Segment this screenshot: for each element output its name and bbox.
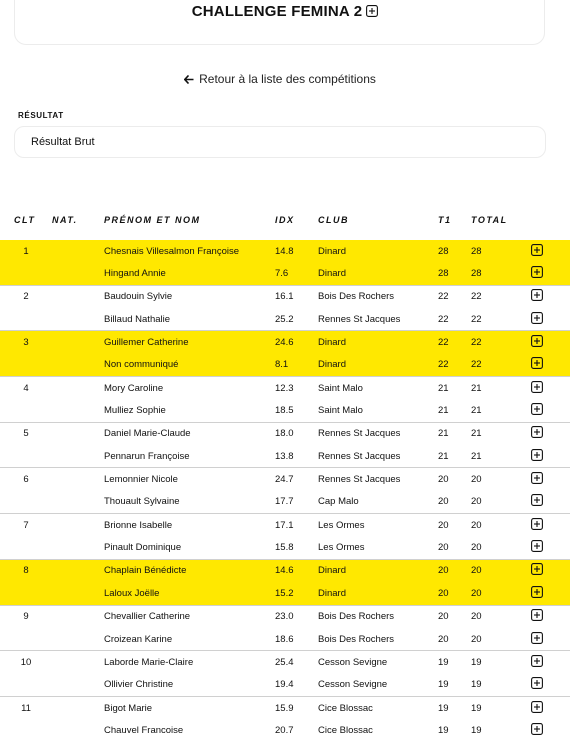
club-cell: Cice Blossac	[318, 724, 373, 736]
club-cell: Cesson Sevigne	[318, 679, 388, 691]
rank-cell: 3	[0, 331, 52, 354]
table-row	[0, 582, 570, 605]
expand-cell	[531, 331, 570, 354]
expand-cell	[531, 354, 570, 377]
total-score-cell: 28	[471, 240, 531, 262]
expand-cell	[531, 674, 570, 697]
back-link-label: Retour à la liste des compétitions	[199, 72, 376, 86]
index-cell: 13.8	[275, 450, 294, 462]
t1-score-cell: 19	[438, 724, 449, 736]
expand-cell	[531, 240, 570, 262]
header-name: PRÉNOM ET NOM	[104, 215, 201, 225]
expand-cell	[531, 696, 570, 719]
club-cell: Rennes St Jacques	[318, 468, 438, 491]
header-total: TOTAL	[471, 215, 508, 225]
expand-cell	[531, 399, 570, 422]
table-row	[0, 491, 570, 514]
nationality-cell	[52, 719, 104, 741]
total-score-cell: 21	[471, 377, 531, 400]
player-name-cell: Laborde Marie-Claire	[104, 651, 275, 674]
header-idx: IDX	[275, 215, 295, 225]
index-cell: 23.0	[275, 605, 318, 628]
total-score-cell: 19	[471, 651, 531, 674]
plus-square-icon[interactable]	[531, 632, 543, 647]
club-cell: Dinard	[318, 331, 438, 354]
rank-cell	[0, 628, 52, 651]
nationality-cell	[52, 422, 104, 445]
plus-square-icon[interactable]	[531, 494, 543, 509]
plus-square-icon[interactable]	[531, 357, 543, 372]
total-score-cell: 19	[471, 679, 482, 691]
expand-cell	[531, 308, 570, 331]
player-name-cell: Mory Caroline	[104, 377, 275, 400]
total-score-cell: 20	[471, 496, 482, 508]
index-cell: 12.3	[275, 377, 318, 400]
t1-score-cell: 28	[438, 240, 471, 262]
expand-cell	[531, 719, 570, 741]
expand-cell	[531, 605, 570, 628]
t1-score-cell: 20	[438, 605, 471, 628]
total-score-cell: 20	[471, 542, 482, 554]
player-name-cell: Non communiqué	[104, 354, 275, 377]
index-cell: 14.6	[275, 559, 318, 582]
total-score-cell: 21	[471, 405, 482, 417]
header-nat: NAT.	[52, 215, 78, 225]
club-cell: Les Ormes	[318, 542, 365, 554]
nationality-cell	[52, 536, 104, 559]
plus-square-icon[interactable]	[531, 723, 543, 738]
rank-cell: 9	[0, 605, 52, 628]
rank-cell	[0, 445, 52, 468]
table-row	[0, 536, 570, 559]
t1-score-cell: 20	[438, 559, 471, 582]
rank-cell	[0, 674, 52, 697]
index-cell: 8.1	[275, 354, 318, 377]
header-clt: CLT	[14, 215, 36, 225]
player-name-cell: Pinault Dominique	[104, 542, 182, 554]
expand-cell	[531, 582, 570, 605]
index-cell: 18.0	[275, 422, 318, 445]
index-cell: 15.2	[275, 582, 318, 605]
index-cell: 17.7	[275, 496, 294, 508]
nationality-cell	[52, 514, 104, 537]
total-score-cell: 20	[471, 514, 531, 537]
total-score-cell: 20	[471, 559, 531, 582]
nationality-cell	[52, 240, 104, 262]
competition-title: CHALLENGE FEMINA 2	[191, 3, 363, 20]
t1-score-cell: 22	[438, 331, 471, 354]
table-row	[0, 651, 570, 674]
club-cell: Saint Malo	[318, 405, 363, 417]
player-name-cell: Hingand Annie	[104, 262, 275, 285]
total-score-cell: 22	[471, 285, 531, 308]
club-cell: Dinard	[318, 559, 438, 582]
player-name-cell: Thouault Sylvaine	[104, 496, 180, 508]
rank-cell: 11	[0, 696, 52, 719]
club-cell: Bois Des Rochers	[318, 285, 438, 308]
rank-cell: 10	[0, 651, 52, 674]
plus-square-icon[interactable]	[531, 426, 543, 441]
index-cell: 18.6	[275, 633, 294, 645]
total-score-cell: 20	[471, 633, 482, 645]
club-cell: Cesson Sevigne	[318, 651, 438, 674]
result-section-label: RÉSULTAT	[18, 111, 64, 120]
rank-cell: 4	[0, 377, 52, 400]
club-cell: Cap Malo	[318, 496, 359, 508]
rank-cell	[0, 582, 52, 605]
total-score-cell: 21	[471, 450, 482, 462]
plus-square-icon[interactable]	[531, 677, 543, 692]
results-table	[0, 208, 570, 742]
club-cell: Dinard	[318, 582, 438, 605]
club-cell: Les Ormes	[318, 514, 438, 537]
plus-square-icon[interactable]	[531, 289, 543, 304]
nationality-cell	[52, 582, 104, 605]
table-row	[0, 377, 570, 400]
plus-square-icon[interactable]	[531, 244, 543, 259]
nationality-cell	[52, 262, 104, 285]
club-cell: Rennes St Jacques	[318, 450, 401, 462]
header-t1: T1	[438, 215, 452, 225]
index-cell: 7.6	[275, 262, 318, 285]
back-to-competitions-link[interactable]	[0, 72, 560, 87]
player-name-cell: Pennarun Françoise	[104, 450, 190, 462]
player-name-cell: Daniel Marie-Claude	[104, 422, 275, 445]
club-cell: Rennes St Jacques	[318, 422, 438, 445]
nationality-cell	[52, 605, 104, 628]
t1-score-cell: 22	[438, 285, 471, 308]
total-score-cell: 22	[471, 354, 531, 377]
t1-score-cell: 20	[438, 542, 449, 554]
rank-cell: 1	[0, 240, 52, 262]
total-score-cell: 20	[471, 468, 531, 491]
table-row	[0, 445, 570, 468]
results-body	[0, 240, 570, 742]
plus-square-icon[interactable]	[531, 472, 543, 487]
table-row	[0, 285, 570, 308]
rank-cell: 2	[0, 285, 52, 308]
plus-square-icon[interactable]	[531, 563, 543, 578]
expand-cell	[531, 514, 570, 537]
nationality-cell	[52, 696, 104, 719]
rank-cell	[0, 399, 52, 422]
index-cell: 25.2	[275, 313, 294, 325]
expand-cell	[531, 559, 570, 582]
header-spacer	[0, 232, 570, 240]
rank-cell	[0, 536, 52, 559]
rank-cell	[0, 354, 52, 377]
nationality-cell	[52, 628, 104, 651]
nationality-cell	[52, 399, 104, 422]
table-header-row	[0, 208, 570, 232]
t1-score-cell: 22	[438, 313, 449, 325]
index-cell: 24.6	[275, 331, 318, 354]
t1-score-cell: 19	[438, 679, 449, 691]
index-cell: 14.8	[275, 240, 318, 262]
nationality-cell	[52, 559, 104, 582]
total-score-cell: 21	[471, 422, 531, 445]
nationality-cell	[52, 285, 104, 308]
plus-square-icon[interactable]	[531, 449, 543, 464]
t1-score-cell: 22	[438, 354, 471, 377]
table-row	[0, 628, 570, 651]
player-name-cell: Chauvel Francoise	[104, 724, 184, 736]
player-name-cell: Chaplain Bénédicte	[104, 559, 275, 582]
player-name-cell: Chevallier Catherine	[104, 605, 275, 628]
rank-cell: 5	[0, 422, 52, 445]
rank-cell	[0, 262, 52, 285]
nationality-cell	[52, 354, 104, 377]
club-cell: Rennes St Jacques	[318, 313, 401, 325]
t1-score-cell: 20	[438, 633, 449, 645]
player-name-cell: Baudouin Sylvie	[104, 285, 275, 308]
expand-cell	[531, 445, 570, 468]
t1-score-cell: 20	[438, 514, 471, 537]
player-name-cell: Lemonnier Nicole	[104, 468, 275, 491]
plus-square-icon[interactable]	[531, 540, 543, 555]
t1-score-cell: 19	[438, 696, 471, 719]
total-score-cell: 28	[471, 262, 531, 285]
club-cell: Dinard	[318, 262, 438, 285]
table-row	[0, 559, 570, 582]
rank-cell: 8	[0, 559, 52, 582]
player-name-cell: Bigot Marie	[104, 696, 275, 719]
nationality-cell	[52, 651, 104, 674]
plus-square-icon[interactable]	[531, 655, 543, 670]
total-score-cell: 20	[471, 605, 531, 628]
table-row	[0, 605, 570, 628]
expand-cell	[531, 536, 570, 559]
table-row	[0, 674, 570, 697]
club-cell: Bois Des Rochers	[318, 633, 395, 645]
player-name-cell: Croizean Karine	[104, 633, 173, 645]
index-cell: 18.5	[275, 405, 294, 417]
player-name-cell: Billaud Nathalie	[104, 313, 171, 325]
expand-cell	[531, 651, 570, 674]
nationality-cell	[52, 331, 104, 354]
index-cell: 20.7	[275, 724, 294, 736]
index-cell: 25.4	[275, 651, 318, 674]
table-row	[0, 354, 570, 377]
index-cell: 15.8	[275, 542, 294, 554]
plus-square-icon[interactable]	[531, 312, 543, 327]
t1-score-cell: 21	[438, 405, 449, 417]
page-title	[0, 3, 570, 21]
plus-square-icon[interactable]	[531, 403, 543, 418]
expand-cell	[531, 285, 570, 308]
expand-cell	[531, 262, 570, 285]
expand-cell	[531, 468, 570, 491]
nationality-cell	[52, 491, 104, 514]
table-row	[0, 399, 570, 422]
rank-cell	[0, 308, 52, 331]
index-cell: 24.7	[275, 468, 318, 491]
club-cell: Cice Blossac	[318, 696, 438, 719]
index-cell: 19.4	[275, 679, 294, 691]
player-name-cell: Mulliez Sophie	[104, 405, 166, 417]
table-row	[0, 719, 570, 741]
result-type-value: Résultat Brut	[31, 136, 95, 148]
table-row	[0, 331, 570, 354]
player-name-cell: Brionne Isabelle	[104, 514, 275, 537]
plus-square-icon[interactable]	[531, 586, 543, 601]
index-cell: 17.1	[275, 514, 318, 537]
plus-square-icon[interactable]	[531, 609, 543, 624]
index-cell: 16.1	[275, 285, 318, 308]
plus-square-icon[interactable]	[531, 266, 543, 281]
header-actions	[531, 208, 570, 232]
nationality-cell	[52, 674, 104, 697]
t1-score-cell: 21	[438, 377, 471, 400]
plus-square-icon[interactable]	[366, 4, 378, 21]
nationality-cell	[52, 468, 104, 491]
arrow-left-icon	[184, 73, 194, 87]
expand-cell	[531, 628, 570, 651]
total-score-cell: 22	[471, 331, 531, 354]
club-cell: Bois Des Rochers	[318, 605, 438, 628]
table-row	[0, 308, 570, 331]
total-score-cell: 22	[471, 313, 482, 325]
total-score-cell: 20	[471, 582, 531, 605]
plus-square-icon[interactable]	[531, 381, 543, 396]
table-row	[0, 468, 570, 491]
player-name-cell: Ollivier Christine	[104, 679, 174, 691]
total-score-cell: 19	[471, 724, 482, 736]
table-row	[0, 514, 570, 537]
rank-cell	[0, 491, 52, 514]
club-cell: Saint Malo	[318, 377, 438, 400]
index-cell: 15.9	[275, 696, 318, 719]
nationality-cell	[52, 445, 104, 468]
header-club: CLUB	[318, 215, 349, 225]
expand-cell	[531, 491, 570, 514]
t1-score-cell: 21	[438, 450, 449, 462]
total-score-cell: 19	[471, 696, 531, 719]
plus-square-icon[interactable]	[531, 518, 543, 533]
result-type-select[interactable]	[14, 126, 546, 158]
player-name-cell: Chesnais Villesalmon Françoise	[104, 240, 275, 262]
player-name-cell: Guillemer Catherine	[104, 331, 275, 354]
expand-cell	[531, 422, 570, 445]
t1-score-cell: 20	[438, 582, 471, 605]
club-cell: Dinard	[318, 240, 438, 262]
t1-score-cell: 21	[438, 422, 471, 445]
t1-score-cell: 20	[438, 496, 449, 508]
rank-cell	[0, 719, 52, 741]
expand-cell	[531, 377, 570, 400]
t1-score-cell: 19	[438, 651, 471, 674]
table-row	[0, 422, 570, 445]
player-name-cell: Laloux Joëlle	[104, 582, 275, 605]
table-row	[0, 262, 570, 285]
rank-cell: 6	[0, 468, 52, 491]
t1-score-cell: 20	[438, 468, 471, 491]
plus-square-icon[interactable]	[531, 335, 543, 350]
table-row	[0, 240, 570, 262]
nationality-cell	[52, 377, 104, 400]
table-row	[0, 696, 570, 719]
nationality-cell	[52, 308, 104, 331]
plus-square-icon[interactable]	[531, 701, 543, 716]
rank-cell: 7	[0, 514, 52, 537]
t1-score-cell: 28	[438, 262, 471, 285]
club-cell: Dinard	[318, 354, 438, 377]
